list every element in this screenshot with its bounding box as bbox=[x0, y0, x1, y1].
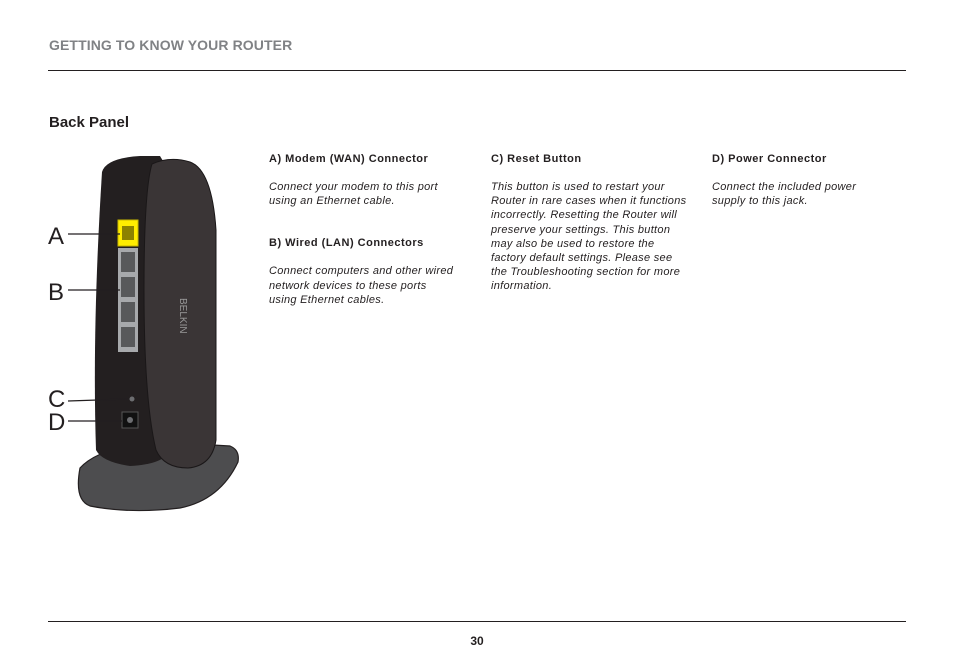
column-power bbox=[712, 152, 912, 208]
callout-a: A bbox=[48, 223, 65, 250]
text-lan-connectors: Connect computers and other wired network devices to these ports using Ethernet cables. bbox=[269, 265, 454, 306]
text-reset-button: This button is used to restart your Router in rare cases when it functions incorrectly. Resetting the Router will preserve your settings. This button may also be used to restore the factory default settings. Please see the Troubleshooting section for more information. bbox=[491, 181, 687, 293]
router-back-illustration bbox=[40, 150, 255, 520]
page-number: 30 bbox=[470, 634, 484, 648]
column-reset bbox=[491, 152, 691, 294]
brand-logo: BELKIN bbox=[177, 298, 188, 334]
lan-port-4 bbox=[121, 327, 135, 347]
lan-port-2 bbox=[121, 277, 135, 297]
heading-modem-connector: A) Modem (WAN) Connector bbox=[269, 153, 429, 165]
footer-rule bbox=[48, 621, 906, 622]
running-header: GETTING TO KNOW YOUR ROUTER bbox=[49, 37, 293, 53]
text-power-connector: Connect the included power supply to this jack. bbox=[712, 181, 857, 208]
text-modem-connector: Connect your modem to this port using an Ethernet cable. bbox=[269, 181, 438, 208]
heading-power-connector: D) Power Connector bbox=[712, 153, 827, 165]
lan-port-3 bbox=[121, 302, 135, 322]
callout-c: C bbox=[48, 386, 66, 413]
reset-button bbox=[130, 397, 135, 402]
callout-b: B bbox=[48, 279, 65, 306]
heading-reset-button: C) Reset Button bbox=[491, 153, 582, 165]
header-rule bbox=[48, 70, 906, 71]
heading-lan-connectors: B) Wired (LAN) Connectors bbox=[269, 237, 424, 250]
lan-port-1 bbox=[121, 252, 135, 272]
section-title: Back Panel bbox=[49, 114, 130, 131]
callout-d: D bbox=[48, 409, 66, 436]
column-wan-lan bbox=[269, 152, 469, 307]
